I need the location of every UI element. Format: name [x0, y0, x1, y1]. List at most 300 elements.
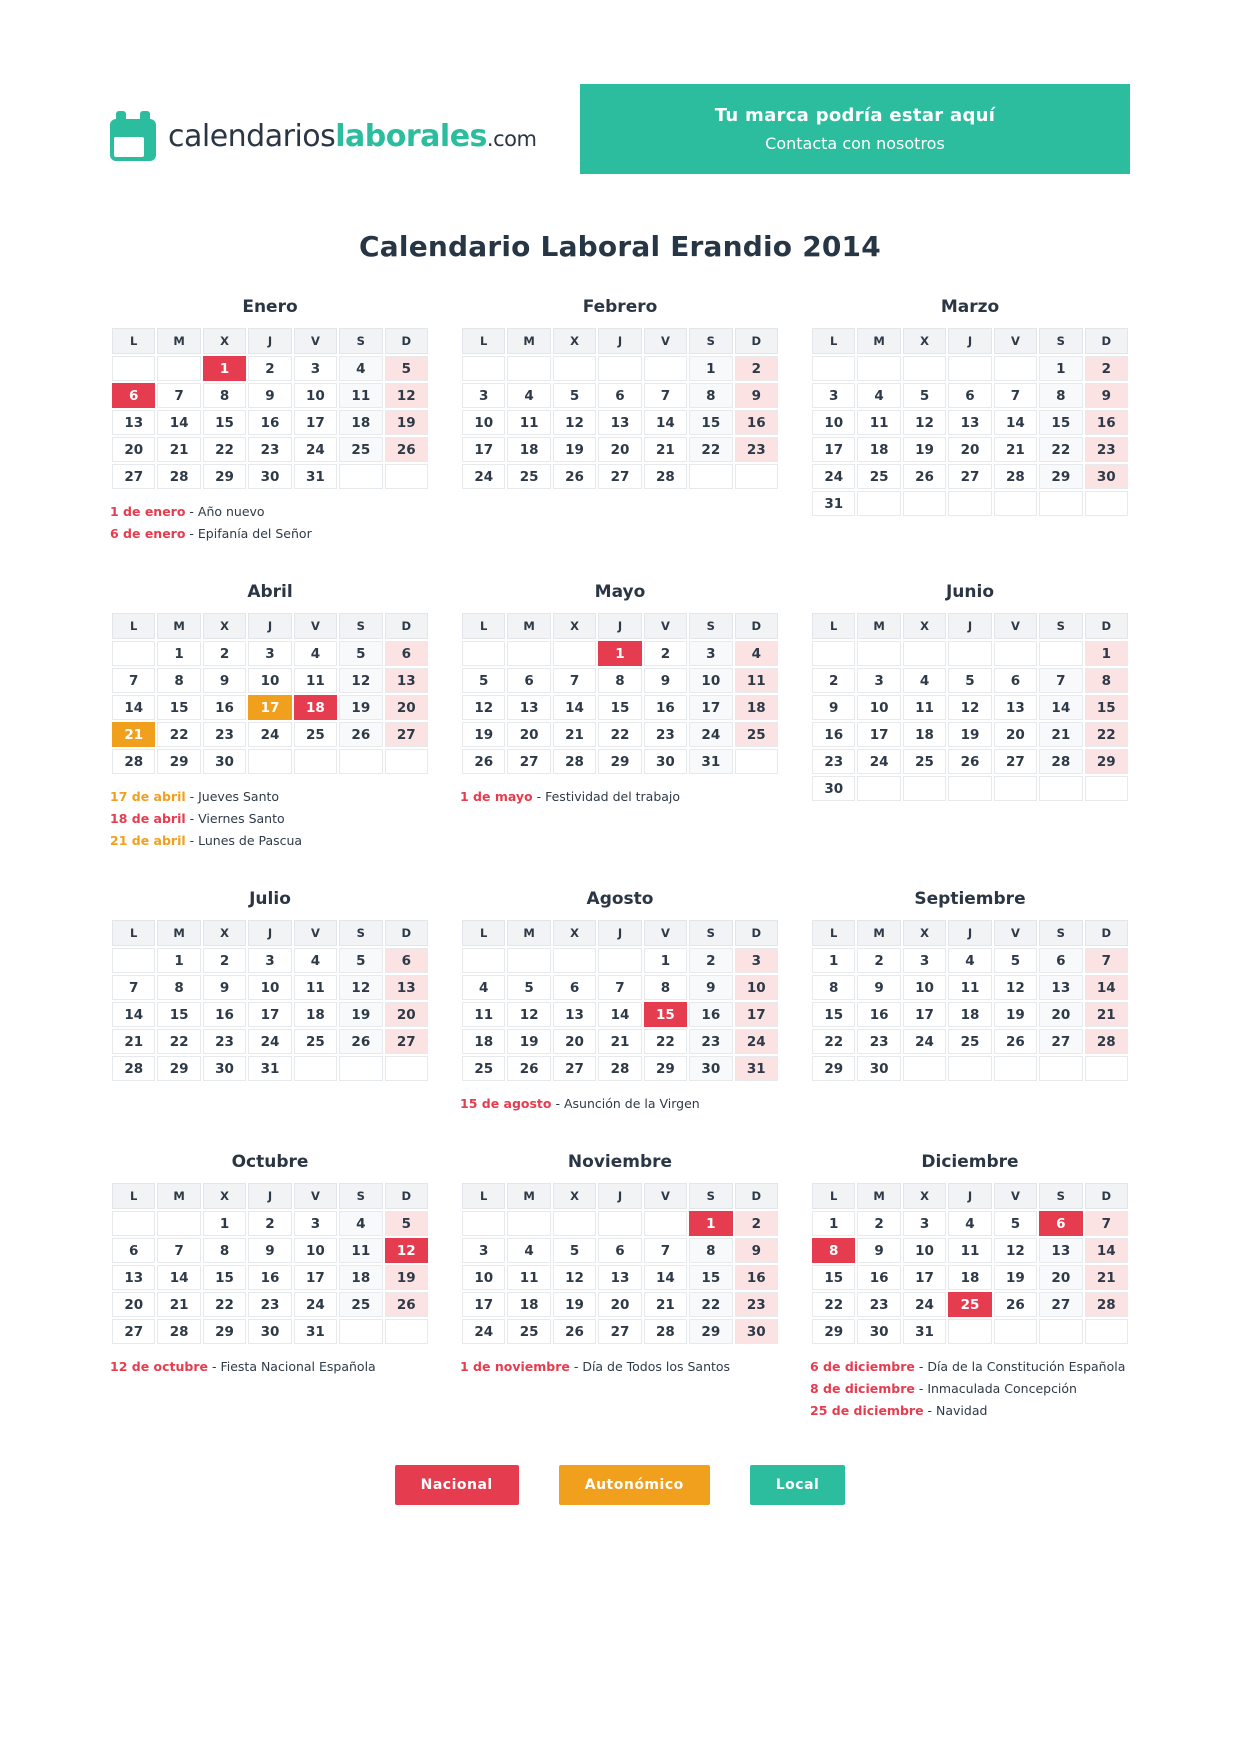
day-cell: 24 — [294, 1292, 337, 1317]
site-logo[interactable] — [110, 98, 536, 174]
empty-cell — [339, 464, 382, 489]
day-cell: 25 — [339, 1292, 382, 1317]
holiday-legend-label: Navidad — [936, 1403, 988, 1418]
holiday-legend-date: 18 de abril — [110, 811, 186, 826]
weekday-header-D: D — [1085, 1183, 1128, 1209]
month-title: Junio — [945, 582, 995, 602]
day-cell: 18 — [507, 1292, 550, 1317]
weekday-header-V: V — [294, 1183, 337, 1209]
day-cell: 31 — [903, 1319, 946, 1344]
day-cell: 9 — [644, 668, 687, 693]
weekday-header-L: L — [462, 613, 505, 639]
day-cell: 11 — [735, 668, 778, 693]
day-cell: 6 — [385, 641, 428, 666]
weekday-header-D: D — [1085, 613, 1128, 639]
day-cell: 3 — [294, 356, 337, 381]
day-cell: 19 — [385, 1265, 428, 1290]
day-cell: 21 — [598, 1029, 641, 1054]
type-button-nacional[interactable]: Nacional — [395, 1465, 519, 1505]
day-cell: 15 — [203, 410, 246, 435]
day-cell: 25 — [948, 1029, 991, 1054]
day-cell: 26 — [339, 1029, 382, 1054]
day-cell: 25 — [903, 749, 946, 774]
weekday-header-V: V — [644, 1183, 687, 1209]
day-cell: 7 — [598, 975, 641, 1000]
day-cell: 25 — [339, 437, 382, 462]
day-cell: 28 — [553, 749, 596, 774]
day-cell: 7 — [1039, 668, 1082, 693]
weekday-header-V: V — [644, 613, 687, 639]
day-cell: 26 — [994, 1292, 1037, 1317]
day-cell: 30 — [857, 1319, 900, 1344]
day-cell: 27 — [994, 749, 1037, 774]
day-cell: 13 — [1039, 1238, 1082, 1263]
day-cell: 26 — [507, 1056, 550, 1081]
day-cell: 17 — [462, 1292, 505, 1317]
holiday-legend-line: 18 de abril - Viernes Santo — [110, 811, 285, 826]
day-cell: 24 — [689, 722, 732, 747]
weekday-header-D: D — [385, 1183, 428, 1209]
day-cell: 7 — [1085, 1211, 1128, 1236]
holiday-legend-date: 6 de diciembre — [810, 1359, 915, 1374]
month-marzo — [810, 297, 1130, 518]
day-cell: 26 — [948, 749, 991, 774]
day-cell: 30 — [203, 1056, 246, 1081]
day-cell: 1 — [1039, 356, 1082, 381]
holiday-legend-label: Epifanía del Señor — [197, 526, 312, 541]
day-cell: 13 — [994, 695, 1037, 720]
empty-cell — [462, 356, 505, 381]
day-cell: 11 — [857, 410, 900, 435]
day-cell: 9 — [1085, 383, 1128, 408]
empty-cell — [553, 1211, 596, 1236]
day-cell: 31 — [248, 1056, 291, 1081]
holiday-legend-date: 1 de enero — [110, 504, 186, 519]
day-cell: 27 — [553, 1056, 596, 1081]
empty-cell — [857, 356, 900, 381]
month-title: Septiembre — [914, 889, 1026, 909]
holiday-legend-label: Viernes Santo — [198, 811, 285, 826]
day-cell: 9 — [857, 975, 900, 1000]
day-cell: 29 — [598, 749, 641, 774]
empty-cell — [644, 1211, 687, 1236]
day-cell: 7 — [112, 668, 155, 693]
day-cell: 15 — [812, 1002, 855, 1027]
weekday-header-V: V — [644, 920, 687, 946]
weekday-header-X: X — [903, 613, 946, 639]
empty-cell — [948, 491, 991, 516]
day-cell-holiday: 21 — [112, 722, 155, 747]
day-cell: 26 — [903, 464, 946, 489]
day-cell: 6 — [507, 668, 550, 693]
day-cell: 6 — [553, 975, 596, 1000]
weekday-header-V: V — [994, 920, 1037, 946]
day-cell: 12 — [507, 1002, 550, 1027]
day-cell: 21 — [1085, 1265, 1128, 1290]
day-cell: 29 — [157, 749, 200, 774]
empty-cell — [507, 1211, 550, 1236]
empty-cell — [812, 641, 855, 666]
day-cell: 19 — [994, 1265, 1037, 1290]
weekday-header-D: D — [1085, 328, 1128, 354]
weekday-header-J: J — [598, 328, 641, 354]
weekday-header-J: J — [948, 920, 991, 946]
day-cell: 4 — [948, 1211, 991, 1236]
day-cell: 20 — [553, 1029, 596, 1054]
empty-cell — [812, 356, 855, 381]
weekday-header-S: S — [689, 1183, 732, 1209]
holiday-legend-label: Día de Todos los Santos — [582, 1359, 731, 1374]
day-cell: 12 — [339, 668, 382, 693]
day-cell: 27 — [507, 749, 550, 774]
day-cell: 5 — [385, 356, 428, 381]
empty-cell — [1039, 641, 1082, 666]
month-table — [460, 611, 780, 776]
day-cell: 23 — [644, 722, 687, 747]
day-cell: 25 — [857, 464, 900, 489]
day-cell: 1 — [157, 641, 200, 666]
weekday-header-M: M — [857, 328, 900, 354]
day-cell: 8 — [1085, 668, 1128, 693]
day-cell: 9 — [203, 668, 246, 693]
weekday-header-D: D — [735, 920, 778, 946]
ad-banner-contact-link[interactable]: Contacta con nosotros — [765, 134, 945, 153]
day-cell: 20 — [112, 437, 155, 462]
day-cell: 7 — [112, 975, 155, 1000]
day-cell: 21 — [644, 437, 687, 462]
day-cell: 18 — [507, 437, 550, 462]
type-button-local[interactable]: Local — [750, 1465, 846, 1505]
holiday-legend-line: 1 de mayo - Festividad del trabajo — [460, 789, 681, 804]
day-cell: 28 — [994, 464, 1037, 489]
weekday-header-L: L — [462, 1183, 505, 1209]
month-legend — [110, 789, 430, 848]
day-cell: 28 — [598, 1056, 641, 1081]
day-cell: 16 — [1085, 410, 1128, 435]
day-cell: 26 — [385, 437, 428, 462]
weekday-header-D: D — [385, 613, 428, 639]
month-title: Enero — [242, 297, 298, 317]
empty-cell — [385, 464, 428, 489]
day-cell: 22 — [689, 437, 732, 462]
day-cell: 18 — [339, 1265, 382, 1290]
day-cell: 11 — [903, 695, 946, 720]
weekday-header-X: X — [203, 613, 246, 639]
day-cell: 25 — [507, 1319, 550, 1344]
day-cell: 27 — [385, 1029, 428, 1054]
weekday-header-S: S — [1039, 1183, 1082, 1209]
day-cell: 1 — [157, 948, 200, 973]
day-cell: 22 — [644, 1029, 687, 1054]
empty-cell — [903, 641, 946, 666]
month-legend — [810, 1359, 1130, 1418]
day-cell: 2 — [735, 1211, 778, 1236]
type-button-autonomico[interactable]: Autonómico — [559, 1465, 710, 1505]
day-cell: 5 — [462, 668, 505, 693]
weekday-header-S: S — [339, 1183, 382, 1209]
day-cell: 1 — [203, 1211, 246, 1236]
empty-cell — [735, 464, 778, 489]
weekday-header-M: M — [157, 613, 200, 639]
day-cell: 12 — [994, 1238, 1037, 1263]
month-junio — [810, 582, 1130, 803]
month-title: Noviembre — [567, 1152, 673, 1172]
day-cell: 28 — [157, 1319, 200, 1344]
day-cell: 10 — [812, 410, 855, 435]
empty-cell — [507, 641, 550, 666]
day-cell: 20 — [598, 437, 641, 462]
weekday-header-J: J — [948, 613, 991, 639]
day-cell: 14 — [1039, 695, 1082, 720]
weekday-header-S: S — [1039, 920, 1082, 946]
day-cell: 14 — [157, 1265, 200, 1290]
day-cell: 3 — [903, 1211, 946, 1236]
ad-banner[interactable] — [580, 84, 1130, 174]
day-cell-holiday: 17 — [248, 695, 291, 720]
weekday-header-L: L — [112, 328, 155, 354]
day-cell: 30 — [248, 1319, 291, 1344]
weekday-header-M: M — [507, 613, 550, 639]
day-cell: 31 — [689, 749, 732, 774]
holiday-legend-label: Jueves Santo — [198, 789, 280, 804]
empty-cell — [112, 641, 155, 666]
day-cell: 31 — [812, 491, 855, 516]
day-cell: 26 — [553, 464, 596, 489]
empty-cell — [994, 356, 1037, 381]
day-cell: 4 — [339, 356, 382, 381]
day-cell: 16 — [644, 695, 687, 720]
day-cell: 4 — [903, 668, 946, 693]
day-cell: 9 — [248, 1238, 291, 1263]
day-cell: 5 — [553, 383, 596, 408]
day-cell: 3 — [857, 668, 900, 693]
day-cell: 13 — [553, 1002, 596, 1027]
day-cell: 11 — [294, 668, 337, 693]
weekday-header-M: M — [507, 920, 550, 946]
day-cell: 11 — [462, 1002, 505, 1027]
ad-banner-headline: Tu marca podría estar aquí — [714, 105, 996, 126]
day-cell: 13 — [948, 410, 991, 435]
day-cell: 29 — [157, 1056, 200, 1081]
day-cell: 24 — [248, 1029, 291, 1054]
month-title: Agosto — [586, 889, 654, 909]
holiday-legend-label: Inmaculada Concepción — [927, 1381, 1077, 1396]
day-cell: 4 — [857, 383, 900, 408]
day-cell: 20 — [1039, 1002, 1082, 1027]
empty-cell — [157, 356, 200, 381]
day-cell-holiday: 25 — [948, 1292, 991, 1317]
day-cell: 13 — [598, 410, 641, 435]
weekday-header-J: J — [248, 328, 291, 354]
day-cell: 5 — [339, 641, 382, 666]
weekday-header-J: J — [598, 613, 641, 639]
holiday-legend-date: 1 de noviembre — [460, 1359, 570, 1374]
day-cell: 23 — [248, 437, 291, 462]
day-cell: 9 — [812, 695, 855, 720]
day-cell: 24 — [462, 464, 505, 489]
weekday-header-D: D — [735, 1183, 778, 1209]
day-cell: 19 — [948, 722, 991, 747]
day-cell: 26 — [385, 1292, 428, 1317]
day-cell: 27 — [948, 464, 991, 489]
weekday-header-X: X — [553, 1183, 596, 1209]
day-cell: 14 — [598, 1002, 641, 1027]
day-cell: 16 — [689, 1002, 732, 1027]
empty-cell — [903, 356, 946, 381]
empty-cell — [462, 641, 505, 666]
empty-cell — [112, 948, 155, 973]
day-cell: 12 — [948, 695, 991, 720]
day-cell: 18 — [462, 1029, 505, 1054]
day-cell: 4 — [294, 948, 337, 973]
day-cell: 22 — [689, 1292, 732, 1317]
logo-text-regular: calendarios — [168, 118, 336, 154]
month-abril — [110, 582, 430, 855]
day-cell: 15 — [689, 1265, 732, 1290]
day-cell: 19 — [994, 1002, 1037, 1027]
empty-cell — [1085, 1056, 1128, 1081]
calendar-icon-page — [114, 137, 144, 157]
weekday-header-D: D — [1085, 920, 1128, 946]
day-cell-holiday: 18 — [294, 695, 337, 720]
day-cell: 8 — [157, 975, 200, 1000]
day-cell: 2 — [812, 668, 855, 693]
day-cell: 16 — [857, 1265, 900, 1290]
day-cell: 30 — [735, 1319, 778, 1344]
month-title: Febrero — [582, 297, 658, 317]
page-title: Calendario Laboral Erandio 2014 — [359, 230, 881, 263]
holiday-legend-date: 12 de octubre — [110, 1359, 208, 1374]
day-cell: 27 — [598, 1319, 641, 1344]
day-cell-holiday: 6 — [1039, 1211, 1082, 1236]
month-octubre — [110, 1152, 430, 1381]
day-cell: 19 — [553, 1292, 596, 1317]
month-legend — [110, 1359, 430, 1374]
day-cell: 8 — [1039, 383, 1082, 408]
day-cell: 17 — [462, 437, 505, 462]
holiday-legend-line: 6 de enero - Epifanía del Señor — [110, 526, 312, 541]
month-febrero — [460, 297, 780, 491]
day-cell: 28 — [1085, 1292, 1128, 1317]
day-cell: 25 — [294, 1029, 337, 1054]
day-cell: 15 — [812, 1265, 855, 1290]
day-cell: 23 — [689, 1029, 732, 1054]
weekday-header-S: S — [1039, 613, 1082, 639]
day-cell: 10 — [857, 695, 900, 720]
day-cell: 28 — [157, 464, 200, 489]
day-cell: 25 — [735, 722, 778, 747]
month-septiembre — [810, 889, 1130, 1083]
day-cell: 6 — [994, 668, 1037, 693]
day-cell: 8 — [598, 668, 641, 693]
month-title: Octubre — [231, 1152, 309, 1172]
day-cell: 14 — [994, 410, 1037, 435]
day-cell: 2 — [1085, 356, 1128, 381]
day-cell: 1 — [644, 948, 687, 973]
holiday-legend-date: 6 de enero — [110, 526, 186, 541]
day-cell: 11 — [948, 1238, 991, 1263]
day-cell: 18 — [735, 695, 778, 720]
day-cell: 19 — [462, 722, 505, 747]
day-cell: 21 — [112, 1029, 155, 1054]
day-cell: 3 — [735, 948, 778, 973]
day-cell: 11 — [507, 1265, 550, 1290]
empty-cell — [294, 749, 337, 774]
day-cell: 3 — [812, 383, 855, 408]
day-cell: 16 — [857, 1002, 900, 1027]
day-cell: 30 — [689, 1056, 732, 1081]
day-cell: 10 — [903, 1238, 946, 1263]
day-cell: 14 — [644, 410, 687, 435]
day-cell: 26 — [339, 722, 382, 747]
day-cell: 23 — [248, 1292, 291, 1317]
day-cell: 23 — [203, 722, 246, 747]
day-cell: 22 — [812, 1292, 855, 1317]
day-cell: 24 — [462, 1319, 505, 1344]
day-cell: 3 — [903, 948, 946, 973]
day-cell: 10 — [689, 668, 732, 693]
holiday-legend-line: 1 de noviembre - Día de Todos los Santos — [460, 1359, 731, 1374]
month-table — [810, 918, 1130, 1083]
day-cell: 27 — [1039, 1029, 1082, 1054]
holiday-legend-date: 1 de mayo — [460, 789, 533, 804]
weekday-header-M: M — [857, 1183, 900, 1209]
weekday-header-L: L — [462, 920, 505, 946]
month-title: Abril — [247, 582, 293, 602]
day-cell: 23 — [857, 1029, 900, 1054]
day-cell: 17 — [903, 1002, 946, 1027]
day-cell: 17 — [857, 722, 900, 747]
day-cell: 28 — [112, 749, 155, 774]
day-cell: 7 — [644, 1238, 687, 1263]
day-cell: 16 — [812, 722, 855, 747]
month-table — [810, 611, 1130, 803]
logo-text-bold: laborales — [335, 118, 487, 154]
weekday-header-S: S — [339, 328, 382, 354]
day-cell: 19 — [339, 695, 382, 720]
empty-cell — [553, 356, 596, 381]
day-cell: 19 — [339, 1002, 382, 1027]
day-cell: 5 — [339, 948, 382, 973]
day-cell: 19 — [903, 437, 946, 462]
day-cell: 26 — [462, 749, 505, 774]
day-cell: 16 — [248, 1265, 291, 1290]
day-cell: 12 — [462, 695, 505, 720]
weekday-header-S: S — [339, 613, 382, 639]
empty-cell — [385, 1319, 428, 1344]
day-cell: 14 — [157, 410, 200, 435]
empty-cell — [385, 749, 428, 774]
day-cell: 9 — [203, 975, 246, 1000]
day-cell: 10 — [903, 975, 946, 1000]
month-legend — [460, 1096, 780, 1111]
day-cell: 9 — [689, 975, 732, 1000]
month-table — [110, 1181, 430, 1346]
day-cell: 20 — [507, 722, 550, 747]
day-cell: 4 — [507, 383, 550, 408]
day-cell: 18 — [948, 1002, 991, 1027]
day-cell: 4 — [948, 948, 991, 973]
weekday-header-D: D — [735, 613, 778, 639]
day-cell: 21 — [644, 1292, 687, 1317]
day-cell: 8 — [203, 383, 246, 408]
day-cell: 19 — [507, 1029, 550, 1054]
day-cell: 24 — [294, 437, 337, 462]
day-cell: 29 — [1039, 464, 1082, 489]
day-cell: 7 — [157, 1238, 200, 1263]
day-cell: 23 — [735, 1292, 778, 1317]
empty-cell — [1039, 1319, 1082, 1344]
